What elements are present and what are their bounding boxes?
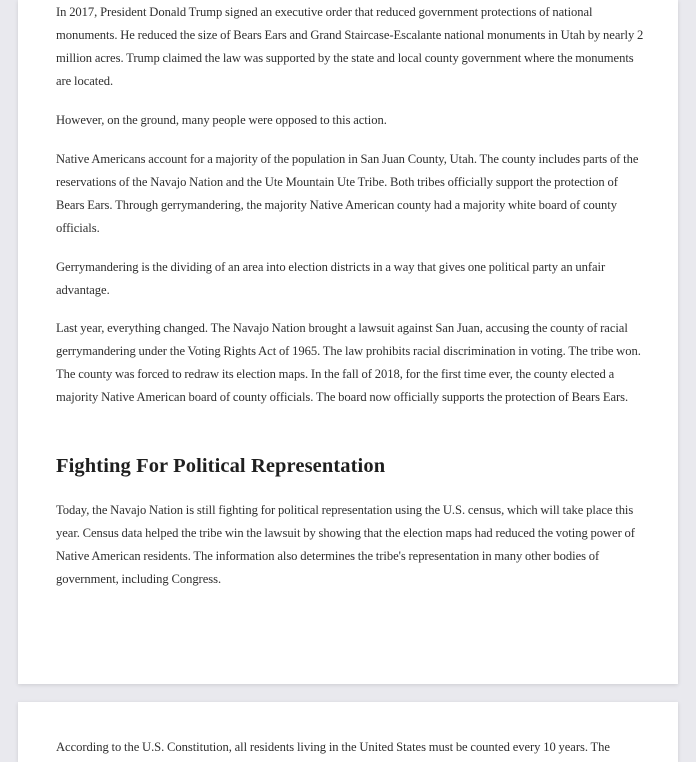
section-heading: Fighting For Political Representation (56, 455, 386, 477)
paragraph-constitution: According to the U.S. Constitution, all residents living in the United States must be counted every 10 years. The (56, 740, 610, 754)
paragraph-gerrymandering-definition: Gerrymandering is the dividing of an area into election districts in a way that gives one political party an unfair advantage. (56, 260, 606, 297)
paragraph-executive-order: In 2017, President Donald Trump signed an executive order that reduced government protections of national monuments. He reduced the size of Bears Ears and Grand Staircase-Escalante national monuments in Utah by nearly 2 million acres. Trump claimed the law was supported by the state and local county government where the monuments are located. (56, 5, 644, 88)
paragraph-census: Today, the Navajo Nation is still fighting for political representation using the U.S. census, which will take place this year. Census data helped the tribe win the lawsuit by showing that the election maps had reduced the voting power of Native American residents. The information also determines the tribe's representation in many other bodies of government, including Congress. (56, 503, 635, 586)
paragraph-san-juan-county: Native Americans account for a majority of the population in San Juan County, Utah. The county includes parts of the reservations of the Navajo Nation and the Ute Mountain Ute Tribe. Both tribes officially support the protection of Bears Ears. Through gerrymandering, the majority Native American county had a majority white board of county officials. (56, 152, 639, 235)
document-page-2 (18, 702, 678, 762)
paragraph-lawsuit: Last year, everything changed. The Navajo Nation brought a lawsuit against San Juan, accusing the county of racial gerrymandering under the Voting Rights Act of 1965. The law prohibits racial discrimination in voting. The tribe won. The county was forced to redraw its election maps. In the fall of 2018, for the first time ever, the county elected a majority Native American board of county officials. The board now officially supports the protection of Bears Ears. (56, 321, 641, 404)
document-page-1 (18, 0, 678, 684)
paragraph-opposition: However, on the ground, many people were opposed to this action. (56, 113, 387, 127)
